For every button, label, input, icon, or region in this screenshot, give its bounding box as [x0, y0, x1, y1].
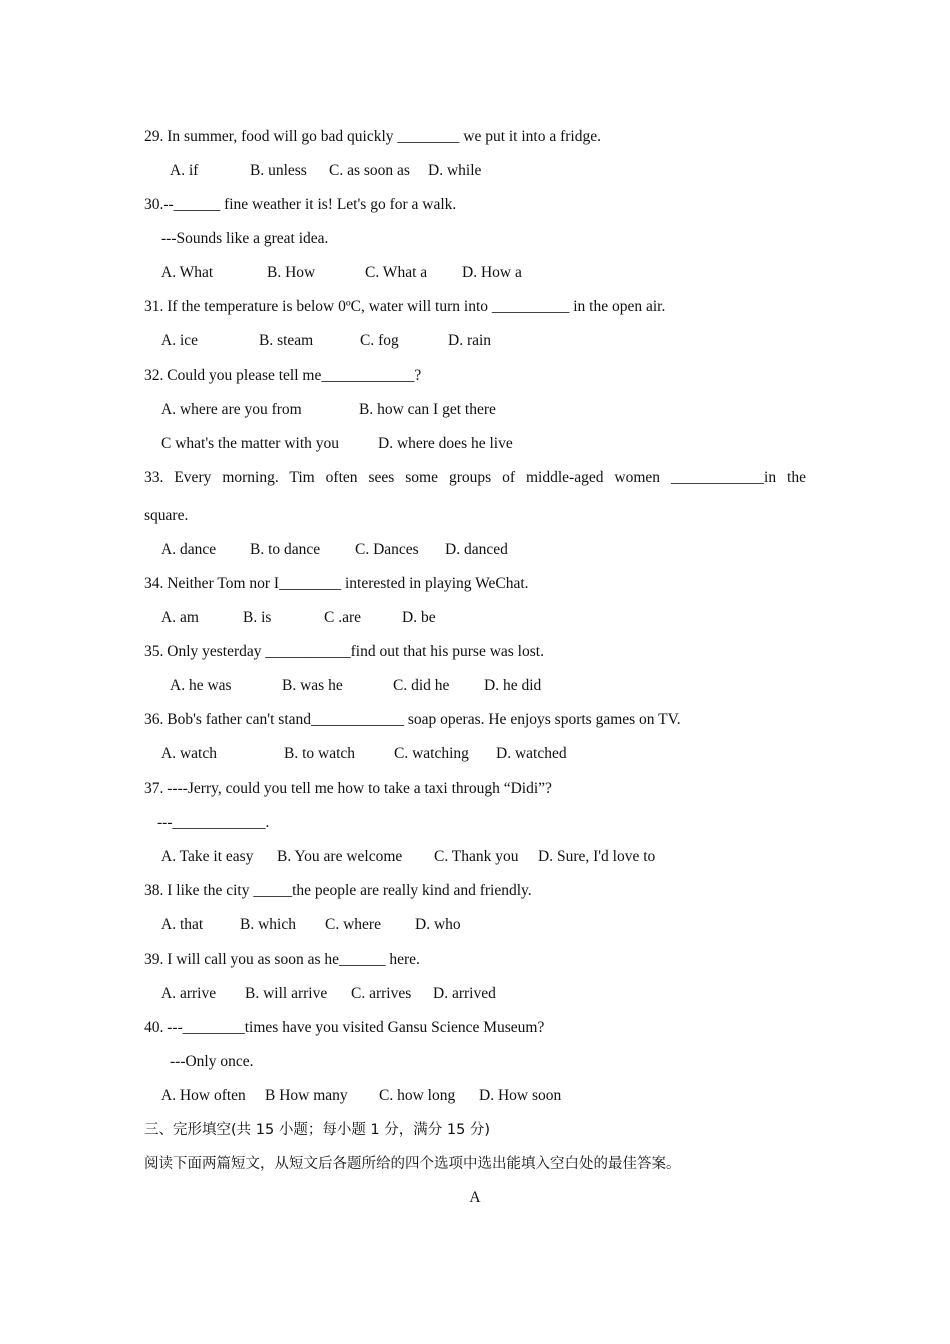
q37-option-a: A. Take it easy: [161, 848, 254, 865]
q35-option-a: A. he was: [170, 677, 232, 694]
section-title: 三、完形填空(共 15 小题；每小题 1 分，满分 15 分): [144, 1122, 491, 1138]
q30-option-c: C. What a: [365, 264, 428, 281]
q30-reply: ---Sounds like a great idea.: [161, 230, 329, 247]
q38-option-a: A. that: [161, 916, 204, 933]
q36-option-b: B. to watch: [284, 745, 356, 762]
q33-option-c: C. Dances: [355, 541, 419, 558]
question-37-stem: 37. ----Jerry, could you tell me how to take a taxi through “Didi”?: [144, 780, 552, 797]
q34-option-d: D. be: [402, 609, 436, 626]
q40-option-d: D. How soon: [479, 1087, 562, 1104]
question-33-stem-continued: square.: [144, 507, 189, 524]
q30-option-d: D. How a: [462, 264, 522, 281]
q37-reply: ---____________.: [157, 814, 270, 831]
q31-option-c: C. fog: [360, 332, 399, 349]
q31-option-d: D. rain: [448, 332, 492, 349]
q33-option-d: D. danced: [445, 541, 508, 558]
q29-option-d: D. while: [428, 162, 482, 179]
q31-option-b: B. steam: [259, 332, 314, 349]
q29-option-b: B. unless: [250, 162, 307, 179]
q38-option-b: B. which: [240, 916, 296, 933]
q40-option-c: C. how long: [379, 1087, 456, 1104]
q33-option-b: B. to dance: [250, 541, 321, 558]
q31-option-a: A. ice: [161, 332, 199, 349]
q32-option-b: B. how can I get there: [359, 401, 496, 418]
question-38-stem: 38. I like the city _____the people are really kind and friendly.: [144, 882, 532, 899]
q37-option-d: D. Sure, I'd love to: [538, 848, 656, 865]
q34-option-b: B. is: [243, 609, 272, 626]
q35-option-b: B. was he: [282, 677, 343, 694]
question-40-stem: 40. ---________times have you visited Gansu Science Museum?: [144, 1019, 545, 1036]
q39-option-d: D. arrived: [433, 985, 496, 1002]
passage-label: A: [469, 1189, 481, 1206]
q40-option-b: B How many: [265, 1087, 348, 1104]
question-34-stem: 34. Neither Tom nor I________ interested in playing WeChat.: [144, 575, 529, 592]
q36-option-a: A. watch: [161, 745, 217, 762]
question-30-stem: 30.--______ fine weather it is! Let's go for a walk.: [144, 196, 457, 213]
q40-reply: ---Only once.: [170, 1053, 254, 1070]
q38-option-d: D. who: [415, 916, 461, 933]
q34-option-c: C .are: [324, 609, 362, 626]
question-29-stem: 29. In summer, food will go bad quickly ________ we put it into a fridge.: [144, 128, 601, 145]
q32-option-d: D. where does he live: [378, 435, 513, 452]
q35-option-c: C. did he: [393, 677, 450, 694]
question-36-stem: 36. Bob's father can't stand____________ soap operas. He enjoys sports games on TV.: [144, 711, 681, 728]
q37-option-c: C. Thank you: [434, 848, 519, 865]
q37-option-b: B. You are welcome: [277, 848, 403, 865]
q34-option-a: A. am: [161, 609, 199, 626]
question-31-stem: 31. If the temperature is below 0ºC, water will turn into __________ in the open air.: [144, 298, 666, 315]
q32-option-a: A. where are you from: [161, 401, 302, 418]
q39-option-b: B. will arrive: [245, 985, 328, 1002]
q29-option-a: A. if: [170, 162, 199, 179]
q32-option-c: C what's the matter with you: [161, 435, 340, 452]
q40-option-a: A. How often: [161, 1087, 246, 1104]
question-35-stem: 35. Only yesterday ___________find out that his purse was lost.: [144, 643, 544, 660]
q39-option-a: A. arrive: [161, 985, 217, 1002]
section-instruction: 阅读下面两篇短文，从短文后各题所给的四个选项中选出能填入空白处的最佳答案。: [144, 1156, 681, 1172]
question-39-stem: 39. I will call you as soon as he______ here.: [144, 951, 420, 968]
q36-option-c: C. watching: [394, 745, 469, 762]
question-33-stem: 33. Every morning. Tim often sees some groups of middle-aged women ____________in the: [144, 469, 806, 486]
question-32-stem: 32. Could you please tell me____________?: [144, 367, 422, 384]
q33-option-a: A. dance: [161, 541, 217, 558]
q38-option-c: C. where: [325, 916, 381, 933]
q29-option-c: C. as soon as: [329, 162, 410, 179]
q30-option-b: B. How: [267, 264, 316, 281]
q39-option-c: C. arrives: [351, 985, 412, 1002]
q35-option-d: D. he did: [484, 677, 542, 694]
q30-option-a: A. What: [161, 264, 214, 281]
q36-option-d: D. watched: [496, 745, 567, 762]
